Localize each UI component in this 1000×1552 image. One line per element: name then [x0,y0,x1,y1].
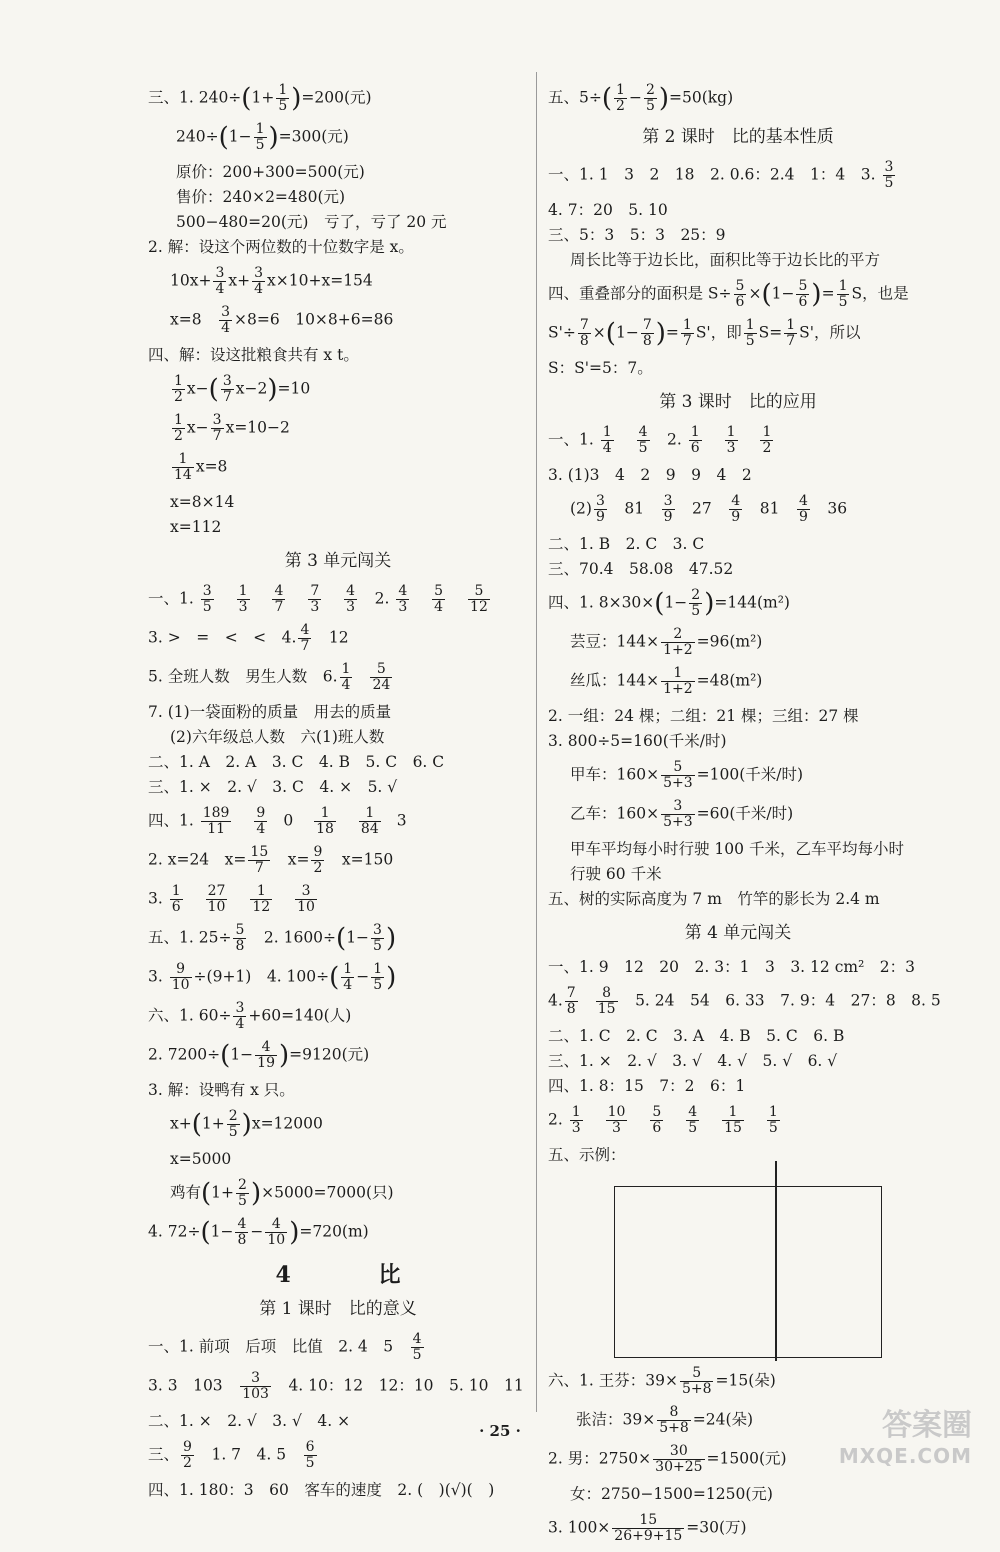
equation-line: $\frac{1}{2}$ x−( $\frac{3}{7}$ x−2)=10 [174,373,311,405]
answer-line: 三、1. 240÷(1+ $\frac{1}{5}$ )=200(元) [148,82,372,114]
answer-line: 3. 3 103 $\frac{3}{103}$ 4. 10：12 12：10 5. 10 11 [148,1370,524,1402]
answer-line: S'÷ $\frac{7}{8}$ ×(1− $\frac{7}{8}$ )= $\frac{1}{7}$ S'，即 $\frac{1}{5}$ S= $\frac{1}{7}$ S'，所以 [548,317,861,349]
answer-line: S：S'=5：7。 [548,359,653,377]
section-title: 第 3 课时 比的应用 [659,392,817,412]
answer-line: 甲车：160× $\frac{5}{5+3}$ =100(千米/时) [570,759,804,791]
answer-line: 四、1. 180：3 60 客车的速度 2. ( )(√)( ) [148,1481,495,1499]
answer-line: 六、1. 60÷ $\frac{3}{4}$ +60=140(人) [148,1000,352,1032]
equation-line: x=8 $\frac{3}{4}$ ×8=6 10×8+6=86 [170,304,394,336]
answer-line: 芸豆：144× $\frac{2}{1+2}$ =96(m²) [570,626,763,658]
equation-line: x=8×14 [170,493,235,511]
answer-line: 四、重叠部分的面积是 S÷ $\frac{5}{6}$ ×(1− $\frac{5}{6}$ )= $\frac{1}{5}$ S，也是 [548,278,909,310]
answer-line: (2)六年级总人数 六(1)班人数 [170,728,385,746]
answer-line: 五、1. 25÷ $\frac{5}{8}$ 2. 1600÷(1− $\frac{3}{5}$ ) [148,922,397,954]
equation-line: x=5000 [170,1150,232,1168]
answer-line: 六、1. 王芬：39× $\frac{5}{5+8}$ =15(朵) [548,1365,776,1397]
answer-line: 3. $\frac{1}{6}$ $\frac{27}{10}$ $\frac{1}{12}$ $\frac{3}{10}$ [148,883,315,915]
answer-line: 三、 $\frac{9}{2}$ 1. 7 4. 5 $\frac{6}{5}$ [148,1439,315,1471]
answer-line: 二、1. B 2. C 3. C [548,535,705,553]
section-title: 第 2 课时 比的基本性质 [642,127,834,147]
answer-line: 三、70.4 58.08 47.52 [548,560,734,578]
rectangle-diagram [614,1176,894,1356]
answer-line: 四、1. 8：15 7：2 6：1 [548,1077,746,1095]
answer-line: 周长比等于边长比，面积比等于边长比的平方 [570,251,881,269]
answer-line: 五、5÷( $\frac{1}{2}$ − $\frac{2}{5}$ )=50(kg) [548,82,734,114]
answer-line: 2. 解：设这个两位数的十位数字是 x。 [148,238,414,256]
answer-line: 3. 解：设鸭有 x 只。 [148,1081,295,1099]
answer-line: 原价：200+300=500(元) [176,163,365,181]
answer-line: 甲车平均每小时行驶 100 千米，乙车平均每小时 [570,840,904,858]
answer-line: 二、1. × 2. √ 3. √ 4. × [148,1412,351,1430]
answer-line: 2. x=24 x= $\frac{15}{7}$ x= $\frac{9}{2}$ x=150 [148,844,394,876]
equation-line: $\frac{1}{14}$ x=8 [174,451,228,483]
answer-line: 行驶 60 千米 [570,865,662,883]
answer-line: 一、1. $\frac{1}{4}$ $\frac{4}{5}$ 2. $\frac{1}{6}$ $\frac{1}{3}$ $\frac{1}{2}$ [548,424,772,456]
answer-line: 3. > = < < 4. $\frac{4}{7}$ 12 [148,622,349,654]
answer-line: 一、1. 9 12 20 2. 3：1 3 3. 12 cm² 2：3 [548,958,916,976]
equation-line: 鸡有(1+ $\frac{2}{5}$ )×5000=7000(只) [170,1177,394,1209]
answer-line: 7. (1)一袋面粉的质量 用去的质量 [148,703,392,721]
answer-line: 三、1. × 2. √ 3. √ 4. √ 5. √ 6. √ [548,1052,838,1070]
answer-line: 一、1. 前项 后项 比值 2. 4 5 $\frac{4}{5}$ [148,1331,422,1363]
answer-line: 四、1. 8×30×(1− $\frac{2}{5}$ )=144(m²) [548,587,790,619]
answer-line: 三、5：3 5：3 25：9 [548,226,726,244]
equation-line: x=112 [170,518,222,536]
equation-line: 10x+ $\frac{3}{4}$ x+ $\frac{3}{4}$ x×10+x=154 [170,265,373,297]
answer-line: 张洁：39× $\frac{8}{5+8}$ =24(朵) [576,1404,754,1436]
answer-line: 4. $\frac{7}{8}$ $\frac{8}{15}$ 5. 24 54 6. 33 7. 9：4 27：8 8. 5 [548,985,941,1017]
chapter-title: 4 比 [275,1262,441,1288]
answer-line: 500−480=20(元) 亏了，亏了 20 元 [176,213,447,231]
watermark-url: MXQE.COM [838,1444,972,1468]
section-title: 第 4 单元闯关 [684,923,792,943]
answer-line: (2) $\frac{3}{9}$ 81 $\frac{3}{9}$ 27 $\frac{4}{9}$ 81 $\frac{4}{9}$ 36 [570,493,848,525]
right-column [548,75,941,1552]
answer-line: 3. 800÷5=160(千米/时) [548,732,727,750]
answer-line: 2. 一组：24 棵；二组：21 棵；三组：27 棵 [548,707,859,725]
answer-line: 五、树的实际高度为 7 m 竹竿的影长为 2.4 m [548,890,880,908]
answer-line: 一、1. 1 3 2 18 2. 0.6：2.4 1：4 3. $\frac{3}{5}$ [548,159,894,191]
answer-line: 5. 全班人数 男生人数 6. $\frac{1}{4}$ $\frac{5}{24}$ [148,661,391,693]
answer-line: 女：2750−1500=1250(元) [570,1485,773,1503]
equation-line: x+(1+ $\frac{2}{5}$ )x=12000 [170,1108,323,1140]
answer-line: 2. 7200÷(1− $\frac{4}{19}$ )=9120(元) [148,1039,370,1071]
left-column [148,75,528,1504]
answer-line: 三、1. × 2. √ 3. C 4. × 5. √ [148,778,398,796]
equation-line: $\frac{1}{2}$ x− $\frac{3}{7}$ x=10−2 [174,412,290,444]
dividing-line [775,1161,777,1361]
answer-line: 4. 72÷(1− $\frac{4}{8}$ − $\frac{4}{10}$ )=720(m) [148,1216,369,1248]
section-title: 第 1 课时 比的意义 [259,1299,417,1319]
answer-line: 4. 7：20 5. 10 [548,201,668,219]
answer-line: 2. $\frac{1}{3}$ $\frac{10}{3}$ $\frac{5}{6}$ $\frac{4}{5}$ $\frac{1}{15}$ $\frac{1}{5}$ [548,1104,778,1136]
answer-line: 五、示例： [548,1146,626,1164]
watermark-logo [839,1400,972,1468]
answer-line: 二、1. A 2. A 3. C 4. B 5. C 6. C [148,753,445,771]
section-title: 第 3 单元闯关 [284,551,392,571]
answer-line: 四、1. $\frac{189}{11}$ $\frac{9}{4}$ 0 $\frac{1}{18}$ $\frac{1}{84}$ 3 [148,805,407,837]
answer-line: 3. (1)3 4 2 9 9 4 2 [548,466,752,484]
page-number: · 25 · [479,1422,521,1440]
answer-line: 丝瓜：144× $\frac{1}{1+2}$ =48(m²) [570,665,763,697]
answer-line: 售价：240×2=480(元) [176,188,346,206]
watermark-text: 答案圈 [882,1408,972,1443]
answer-line: 乙车：160× $\frac{3}{5+3}$ =60(千米/时) [570,798,794,830]
answer-line: 四、解：设这批粮食共有 x t。 [148,346,359,364]
answer-line: 2. 男：2750× $\frac{30}{30+25}$ =1500(元) [548,1443,787,1475]
answer-line: 3. $\frac{9}{10}$ ÷(9+1) 4. 100÷( $\frac{1}{4}$ − $\frac{1}{5}$ ) [148,961,397,993]
answer-line: 一、1. $\frac{3}{5}$ $\frac{1}{3}$ $\frac{4}{7}$ $\frac{7}{3}$ $\frac{4}{3}$ 2. $\frac{4}{3}$ $\frac{5}{4}$ $\frac{5}{12}$ [148,583,488,615]
answer-line: 3. 100× $\frac{15}{26+9+15}$ =30(万) [548,1512,747,1544]
answer-line: 二、1. C 2. C 3. A 4. B 5. C 6. B [548,1027,845,1045]
column-divider [536,72,537,1412]
rectangle-shape [614,1186,882,1358]
answer-line: 240÷(1− $\frac{1}{5}$ )=300(元) [176,121,349,153]
